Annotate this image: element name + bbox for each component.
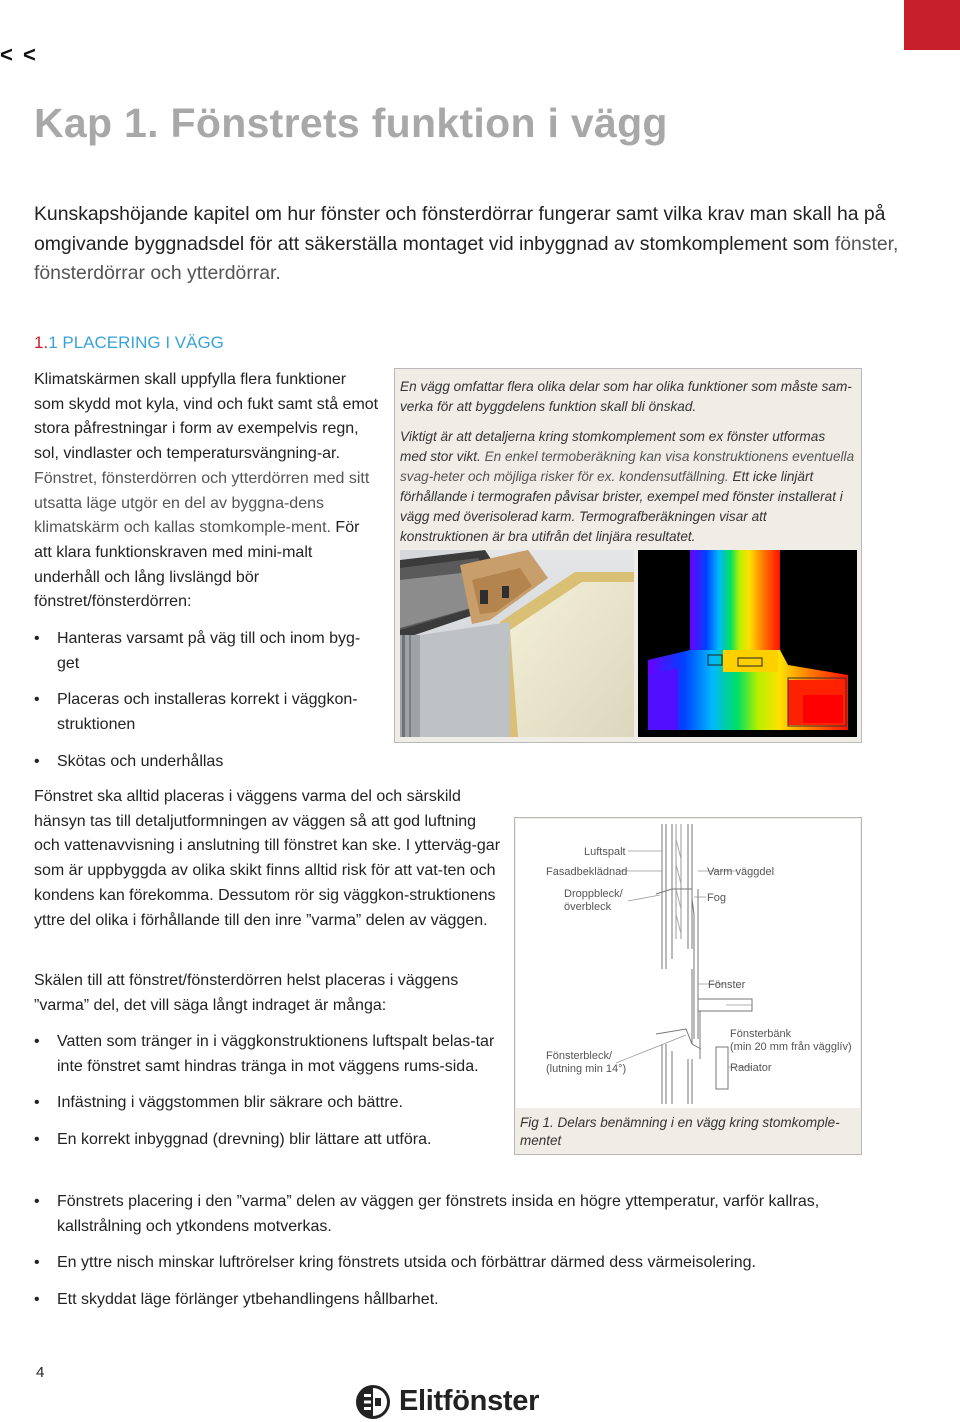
wall-section-drawing <box>516 819 860 1108</box>
label-varm-vaggdel: Varm väggdel <box>707 866 775 878</box>
thermograph-image <box>638 550 857 737</box>
label-fonster: Fönster <box>708 979 746 991</box>
elitfonster-logo <box>355 1383 540 1421</box>
para-climate-shell <box>34 368 379 615</box>
list-item: • Placeras och installeras korrekt i väggkon-struktionen <box>34 688 379 737</box>
info-box <box>394 368 862 743</box>
label-radiator: Radiator <box>730 1062 772 1074</box>
logo-mark-icon <box>355 1384 391 1420</box>
section-title: 1 PLACERING I VÄGG <box>48 333 224 352</box>
figure-box <box>514 817 862 1155</box>
list-item: • En yttre nisch minskar luftrörelser kring fönstrets utsida och förbättrar därmed dess värmeisolering. <box>34 1251 874 1276</box>
intro-text: Kunskapshöjande kapitel om hur fönster och fönsterdörrar fungerar samt vilka krav man skall ha på omgivande byggnadsdel för att säkerställa montaget vid inbyggnad av stomkomplement som <box>34 203 886 255</box>
para-placement: Fönstret ska alltid placeras i väggens varma del och särskild hänsyn tas till detaljutformningen av väggen så att god luftning och vattenavvisning i anslutning till fönstret kan ske. I ytterväg-gar som är uppbyggda av olika skikt finns alltid risk för att vat-ten och kondens kan förekomma. Dessutom rör sig väggkon-struktionens yttre del olika i förhållande till den inre ”varma” delen av väggen. <box>34 788 501 929</box>
chapter-title: Kap 1. Fönstrets funktion i vägg <box>34 100 668 146</box>
section-heading <box>34 333 224 353</box>
para1-text: Klimatskärmen skall uppfylla flera funktioner som skydd mot kyla, vind och fukt samt stå emot stora påfrestningar i form av exempelvis regn, sol, vindlaster och temperatursvängning-ar. <box>34 371 379 463</box>
label-fonsterbank-1: Fönsterbänk <box>730 1028 792 1040</box>
list-item: • Vatten som tränger in i väggkonstruktionens luftspalt belas-tar inte fönstret samt hindras tränga in mot väggens rums-sida. <box>34 1030 504 1079</box>
bullet-list-handling <box>34 627 379 775</box>
list-item: • En korrekt inbyggnad (drevning) blir lättare att utföra. <box>34 1128 504 1153</box>
bullet-list-reasons <box>34 1030 504 1153</box>
page-number: 4 <box>36 1364 45 1381</box>
label-fonsterbleck-1: Fönsterbleck/ <box>546 1050 613 1062</box>
label-fonsterbank-2: (min 20 mm från vägglív) <box>730 1041 852 1053</box>
back-nav-link[interactable]: < < <box>0 42 38 67</box>
bullet-list-benefits <box>34 1190 874 1313</box>
label-fasadbekladnad: Fasadbeklädnad <box>546 866 628 878</box>
para1-text-end: För att klara funktionskraven med mini-malt underhåll och lång livslängd bör fönstret/fönsterdörren: <box>34 519 360 611</box>
info-text-end: Ett icke linjärt förhållande i termografen påvisar brister, exempel med fönster installerat i vägg med överisolerad karm. Termografberäkningen visar att konstruktionen är bra utifrån det linjära resultatet. <box>400 469 843 544</box>
para1-highlight: Fönstret, fönsterdörren och ytterdörren med sitt utsatta läge utgör en del av byggna-dens klimatskärm och kallas stomkomple-ment. <box>34 469 370 537</box>
para-reasons: Skälen till att fönstret/fönsterdörren helst placeras i väggens ”varma” del, det vill säga långt indraget är många: <box>34 972 459 1014</box>
window-frame-3d-image <box>400 550 634 737</box>
label-droppbleck-1: Droppbleck/ <box>564 888 623 900</box>
list-item: • Hanteras varsamt på väg till och inom byg-get <box>34 627 379 676</box>
list-item: • Infästning i väggstommen blir säkrare och bättre. <box>34 1091 504 1116</box>
label-fonsterbleck-2: (lutning min 14°) <box>546 1063 627 1075</box>
label-fog: Fog <box>707 892 726 904</box>
info-box-paragraph-2 <box>400 427 855 547</box>
list-item: • Fönstrets placering i den ”varma” delen av väggen ger fönstrets insida en högre yttemperatur, varför kallras, kallstrålning och ytkondens motverkas. <box>34 1190 874 1239</box>
info-text: Viktigt är att detaljerna kring stomkomplement som ex fönster utformas med stor vikt. <box>400 429 826 464</box>
label-droppbleck-2: överbleck <box>564 901 612 913</box>
list-item: • Skötas och underhållas <box>34 750 379 775</box>
section-number: 1. <box>34 333 49 352</box>
list-item: • Ett skyddat läge förlänger ytbehandlingens hållbarhet. <box>34 1288 874 1313</box>
corner-red-block <box>904 0 960 50</box>
label-luftspalt: Luftspalt <box>584 846 626 858</box>
info-box-paragraph-1: En vägg omfattar flera olika delar som har olika funktioner som måste sam-verka för att byggdelens funktion skall bli önskad. <box>400 379 852 414</box>
logo-text: Elitfönster <box>399 1385 540 1417</box>
intro-paragraph <box>34 200 914 289</box>
figure-caption: Fig 1. Delars benämning i en vägg kring stomkomple-mentet <box>520 1115 840 1148</box>
info-text-highlight: En enkel termoberäkning kan visa konstruktionens eventuella svag-heter och möjliga risker för ex. kondensutfällning. <box>400 449 855 484</box>
intro-text-highlight: fönster, fönsterdörrar och ytterdörrar. <box>34 232 899 284</box>
